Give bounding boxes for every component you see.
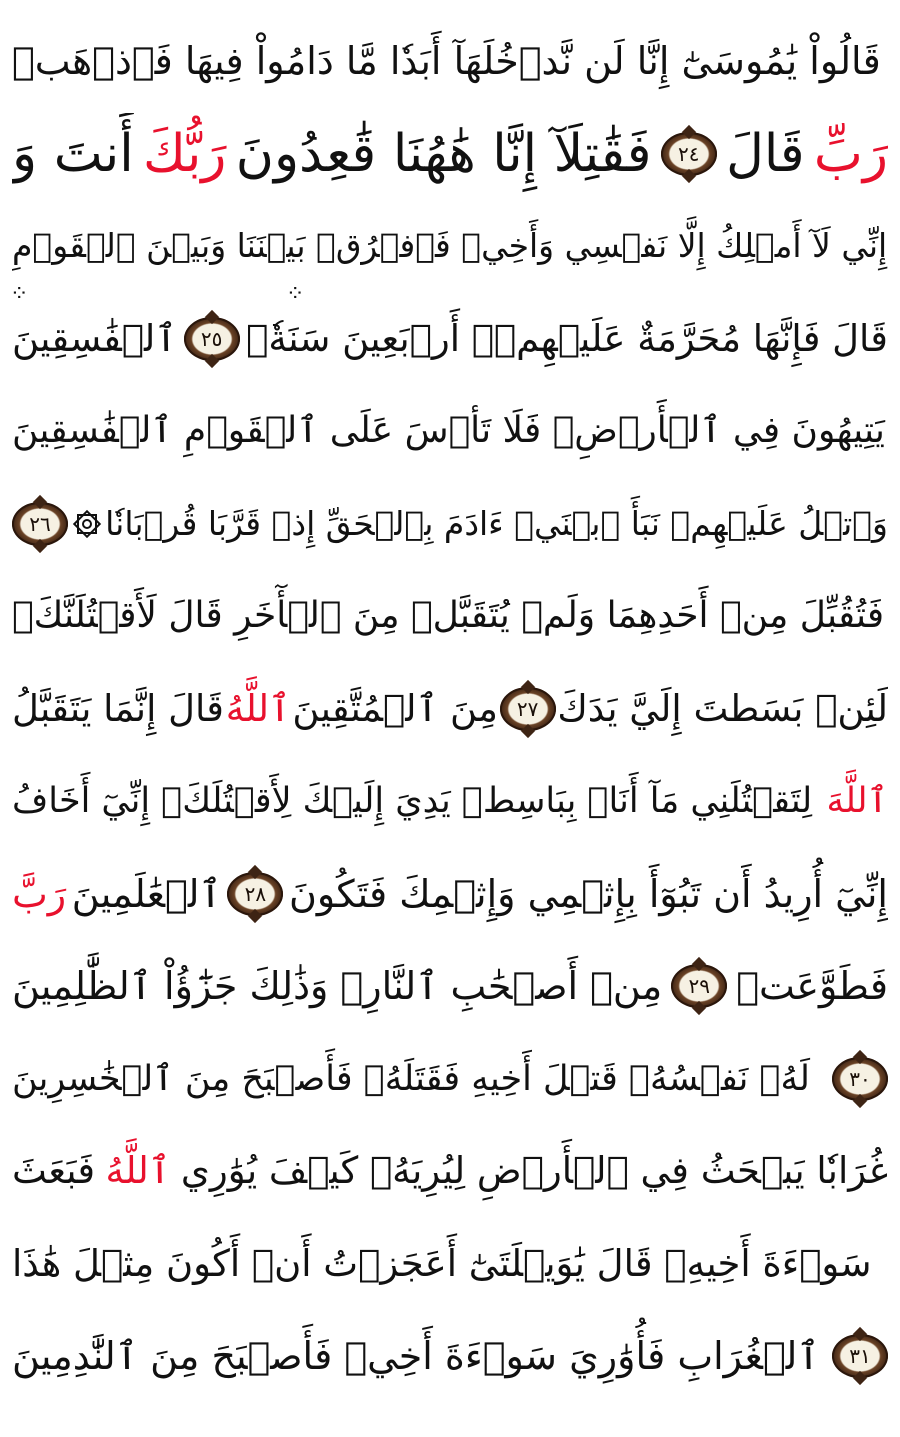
verse-text: إِنِّي لَآ أَمۡلِكُ إِلَّا نَفۡسِي وَأَخِيۖ فَٱفۡرُقۡ بَيۡنَنَا وَبَيۡنَ ٱلۡقَوۡمِ bbox=[12, 226, 888, 265]
ayah-number-marker bbox=[832, 1057, 888, 1101]
verse-text: فَقَٰتِلَآ إِنَّا هَٰهُنَا قَٰعِدُونَ bbox=[235, 123, 652, 184]
verse-line bbox=[12, 668, 888, 750]
ayah-number: ٢٤ bbox=[678, 141, 700, 166]
verse-line bbox=[12, 1223, 888, 1305]
verse-text: فَبَعَثَ bbox=[12, 1149, 96, 1192]
verse-text: فَتُقُبِّلَ مِنۡ أَحَدِهِمَا وَلَمۡ يُتَقَبَّلۡ مِنَ ٱلۡأٓخَرِ قَالَ لَأَقۡتُلَنَّكَۖ bbox=[12, 595, 885, 636]
verse-text: قَالَ فَإِنَّهَا مُحَرَّمَةٌ عَلَيۡهِمۡۛ أَرۡبَعِينَ سَنَةٗۛ bbox=[246, 316, 888, 360]
verse-text: يَتِيهُونَ فِي ٱلۡأَرۡضِۚ فَلَا تَأۡسَ عَلَى ٱلۡقَوۡمِ ٱلۡفَٰسِقِينَ bbox=[12, 410, 885, 451]
verse-line bbox=[12, 575, 888, 657]
verse-text: ٱلۡغُرَابِ فَأُوَٰرِيَ سَوۡءَةَ أَخِيۖ فَأَصۡبَحَ مِنَ ٱلنَّٰدِمِينَ bbox=[12, 1334, 820, 1378]
ayah-number: ٢٥ bbox=[200, 326, 223, 351]
rub-el-hizb-icon bbox=[70, 507, 104, 541]
verse-line bbox=[12, 853, 888, 935]
verse-line bbox=[12, 1130, 888, 1212]
ayah-number-marker bbox=[500, 687, 556, 731]
stop-mark-left: ⁘ bbox=[10, 282, 29, 307]
verse-line bbox=[12, 390, 888, 472]
verse-line bbox=[12, 483, 888, 565]
verse-line bbox=[12, 205, 888, 287]
verse-text: فَطَوَّعَتۡ bbox=[736, 964, 888, 1008]
verse-line bbox=[12, 760, 888, 842]
verse-text: أَنتَ وَ bbox=[12, 123, 134, 184]
ayah-number-marker bbox=[184, 317, 240, 361]
divine-name-text: ٱللَّهُ bbox=[225, 686, 291, 730]
verse-text: ٱلۡعَٰلَمِينَ bbox=[71, 871, 222, 916]
ayah-number: ٣١ bbox=[849, 1344, 871, 1368]
ayah-number-marker bbox=[832, 1334, 888, 1378]
ayah-number-marker bbox=[227, 872, 283, 916]
ayah-number: ٢٨ bbox=[244, 881, 267, 906]
ayah-number-marker bbox=[12, 502, 68, 546]
verse-text: لَهُۥ نَفۡسُهُۥ قَتۡلَ أَخِيهِ فَقَتَلَهُۥ فَأَصۡبَحَ مِنَ ٱلۡخَٰسِرِينَ bbox=[12, 1058, 810, 1099]
divine-name-text: رَبُّكَ bbox=[143, 123, 227, 184]
verse-line bbox=[12, 1038, 888, 1120]
verse-line bbox=[12, 113, 888, 195]
verse-line bbox=[12, 1315, 888, 1397]
verse-text: ٱلۡفَٰسِقِينَ bbox=[12, 316, 177, 360]
ayah-number: ٢٩ bbox=[688, 974, 710, 998]
verse-text: لِتَقۡتُلَنِي مَآ أَنَا۠ بِبَاسِطٖ يَدِيَ إِلَيۡكَ لِأَقۡتُلَكَۖ إِنِّيٓ أَخَافُ bbox=[12, 781, 813, 821]
ayah-number: ٢٦ bbox=[29, 511, 51, 536]
verse-line bbox=[12, 298, 888, 380]
ayah-number-marker bbox=[671, 964, 727, 1008]
ayah-number: ٣٠ bbox=[849, 1066, 871, 1091]
verse-text: قَالُواْ يَٰمُوسَىٰٓ إِنَّا لَن نَّدۡخُلَهَآ أَبَدٗا مَّا دَامُواْ فِيهَا فَٱذۡهَبۡ bbox=[12, 39, 881, 83]
verse-text: غُرَابٗا يَبۡحَثُ فِي ٱلۡأَرۡضِ لِيُرِيَهُۥ كَيۡفَ يُوَٰرِي bbox=[180, 1149, 888, 1192]
verse-line bbox=[12, 20, 888, 102]
verse-text: وَٱتۡلُ عَلَيۡهِمۡ نَبَأَ ٱبۡنَيۡ ءَادَمَ بِٱلۡحَقِّ إِذۡ قَرَّبَا قُرۡبَانٗا bbox=[105, 503, 888, 543]
verse-text: قَالَ إِنَّمَا يَتَقَبَّلُ bbox=[12, 686, 224, 730]
ayah-number-marker bbox=[661, 132, 717, 176]
divine-name-text: رَبِّ bbox=[813, 123, 888, 184]
divine-name-text: رَبَّ bbox=[12, 871, 67, 916]
verse-text: لَئِنۢ بَسَطتَ إِلَيَّ يَدَكَ bbox=[557, 686, 888, 730]
verse-text: سَوۡءَةَ أَخِيهِۚ قَالَ يَٰوَيۡلَتَىٰٓ أَعَجَزۡتُ أَنۡ أَكُونَ مِثۡلَ هَٰذَا bbox=[12, 1241, 872, 1285]
verse-text: قَالَ bbox=[726, 123, 805, 184]
verse-text: إِنِّيٓ أُرِيدُ أَن تَبُوٓأَ بِإِثۡمِي وَإِثۡمِكَ فَتَكُونَ bbox=[288, 871, 888, 916]
verse-line bbox=[12, 945, 888, 1027]
ayah-number: ٢٧ bbox=[516, 696, 539, 721]
verse-text: مِنَ ٱلۡمُتَّقِينَ bbox=[292, 686, 498, 730]
stop-mark-mid: ⁘ bbox=[286, 282, 305, 307]
divine-name-text: ٱللَّهُ bbox=[105, 1149, 171, 1192]
divine-name-text: ٱللَّهَ bbox=[826, 781, 888, 821]
verse-text: مِنۡ أَصۡحَٰبِ ٱلنَّارِۚ وَذَٰلِكَ جَزَٰٓؤُاْ ٱلظَّٰلِمِينَ bbox=[12, 964, 663, 1008]
